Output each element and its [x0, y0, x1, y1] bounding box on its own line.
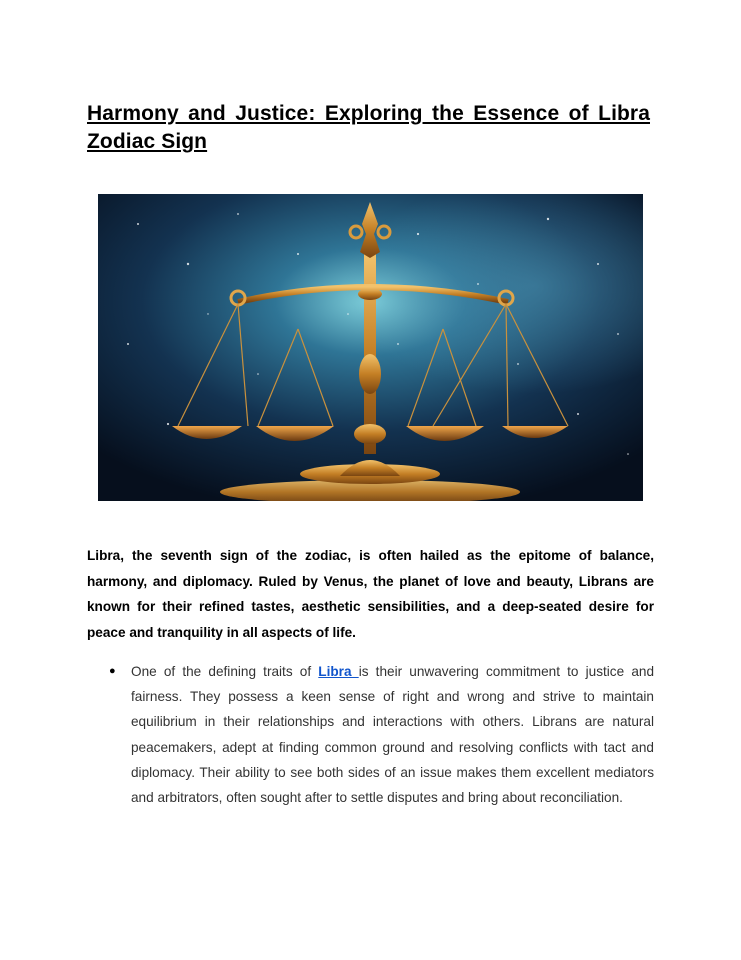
- page-title: Harmony and Justice: Exploring the Essence of Libra Zodiac Sign: [87, 102, 650, 153]
- libra-link[interactable]: Libra: [318, 664, 359, 679]
- libra-scales-image: [98, 194, 643, 501]
- scales-illustration: [98, 194, 643, 501]
- bullet-icon: ●: [109, 665, 116, 677]
- bullet-text-after: is their unwavering commitment to justice and fairness. They possess a keen sense of right and wrong and strive to maintain equilibrium in their relationships and interactions with others. Librans are natural peacemakers, adept at finding common ground and resolving conflicts with tact and diplomacy. Their ability to see both sides of an issue makes them excellent mediators and arbitrators, often sought after to settle disputes and bring about reconciliation.: [131, 664, 655, 806]
- bullet-text-before: One of the defining traits of: [131, 664, 319, 679]
- intro-paragraph: Libra, the seventh sign of the zodiac, is often hailed as the epitome of balance, harmony, and diplomacy. Ruled by Venus, the planet of love and beauty, Librans are known for their refined tastes, aesthetic sensibilities, and a deep-seated desire for peace and tranquility in all aspects of life.: [87, 548, 654, 640]
- list-item: [87, 659, 654, 810]
- bullet-list: [87, 659, 654, 810]
